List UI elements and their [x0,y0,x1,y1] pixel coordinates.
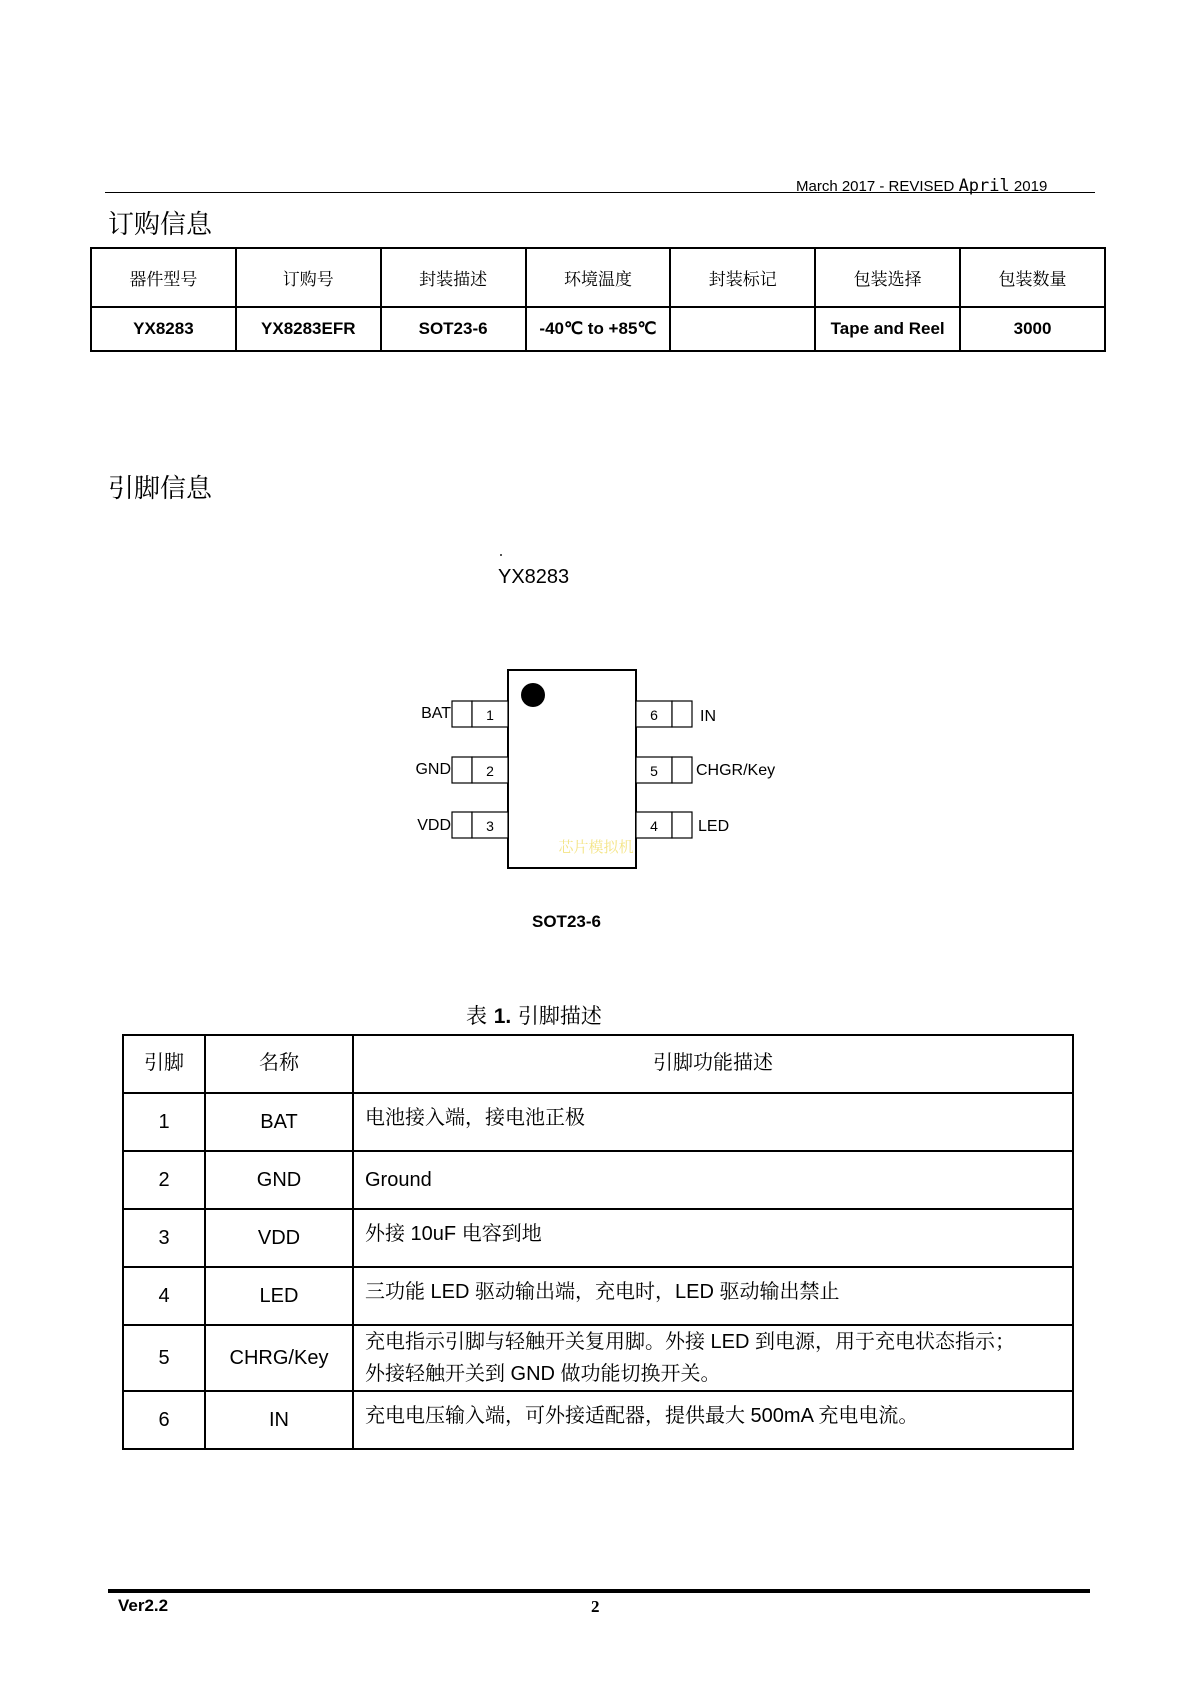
order-header: 环境温度 [526,248,671,307]
device-name: YX8283 [498,566,570,588]
ordering-table [90,247,1106,352]
order-cell: SOT23-6 [381,307,526,351]
order-header: 封装标记 [670,248,815,307]
table-row [123,1267,1073,1325]
pin-label: IN [700,708,716,725]
revision-date: March 2017 - REVISED April 2019 [796,176,1048,196]
pin-header: 引脚 [123,1035,205,1093]
pinout-diagram [400,660,800,880]
pin-name-cell: LED [205,1267,353,1325]
pin-label: BAT [421,705,451,722]
pin-number-cell: 4 [123,1267,205,1325]
order-header: 订购号 [236,248,381,307]
right-pin-4 [636,812,729,838]
order-header: 包装选择 [815,248,960,307]
pin-header: 引脚功能描述 [353,1035,1073,1093]
order-cell: -40℃ to +85℃ [526,307,671,351]
pin-desc-cell: 三功能 LED 驱动输出端，充电时，LED 驱动输出禁止 [353,1267,1073,1325]
left-pin-2 [415,757,508,783]
page-number: 2 [591,1597,600,1616]
pin-desc-cell: 充电电压输入端，可外接适配器，提供最大 500mA 充电电流。 [353,1391,1073,1449]
table-row [123,1151,1073,1209]
pin-name-cell: CHRG/Key [205,1325,353,1391]
pin-number-cell: 1 [123,1093,205,1151]
table-row [123,1209,1073,1267]
pin-header: 名称 [205,1035,353,1093]
order-cell: YX8283 [91,307,236,351]
right-pin-5 [636,757,775,783]
pin1-marker [521,683,545,707]
package-caption: SOT23-6 [532,912,601,931]
left-pin-3 [417,812,508,838]
pin-number: 6 [650,707,658,723]
footer-rule [108,1589,1090,1593]
order-header: 包装数量 [960,248,1105,307]
pin-label: GND [415,761,451,778]
pin-desc-line: 外接轻触开关到 GND 做功能切换开关。 [365,1363,721,1385]
order-cell: 3000 [960,307,1105,351]
version-label: Ver2.2 [118,1596,169,1615]
pin-number-cell: 2 [123,1151,205,1209]
table-caption: 表 1. 引脚描述 [466,1004,602,1028]
pin-description-table [122,1034,1074,1450]
table-row [123,1391,1073,1449]
pin-label: CHGR/Key [696,762,776,779]
pin-name-cell: BAT [205,1093,353,1151]
table-row [123,1093,1073,1151]
pin-number: 2 [486,763,494,779]
pin-number-cell: 6 [123,1391,205,1449]
pin-name-cell: VDD [205,1209,353,1267]
pin-number: 1 [486,707,494,723]
pin-label: LED [698,818,730,835]
order-header: 器件型号 [91,248,236,307]
pin-number: 4 [650,818,658,834]
pin-number: 3 [486,818,494,834]
order-cell: YX8283EFR [236,307,381,351]
pin-number: 5 [650,763,658,779]
pin-desc-cell: 电池接入端，接电池正极 [353,1093,1073,1151]
order-header: 封装描述 [381,248,526,307]
pin-number-cell: 3 [123,1209,205,1267]
right-pin-6 [636,701,716,727]
ordering-title: 订购信息 [108,210,213,240]
pin-desc-cell: Ground [353,1151,1073,1209]
stray-dot [500,554,502,556]
left-pin-1 [421,701,508,727]
pin-desc-cell: 外接 10uF 电容到地 [353,1209,1073,1267]
header-rule [105,192,1095,193]
pin-desc-cell [353,1325,1073,1391]
pin-desc-line: 充电指示引脚与轻触开关复用脚。外接 LED 到电源，用于充电状态指示； [365,1331,1016,1353]
pin-info-title: 引脚信息 [108,474,213,504]
pin-label: VDD [417,817,451,834]
pin-name-cell: GND [205,1151,353,1209]
table-row [123,1325,1073,1391]
watermark: 芯片模拟机 [558,838,634,856]
order-cell [670,307,815,351]
order-cell: Tape and Reel [815,307,960,351]
pin-number-cell: 5 [123,1325,205,1391]
pin-name-cell: IN [205,1391,353,1449]
